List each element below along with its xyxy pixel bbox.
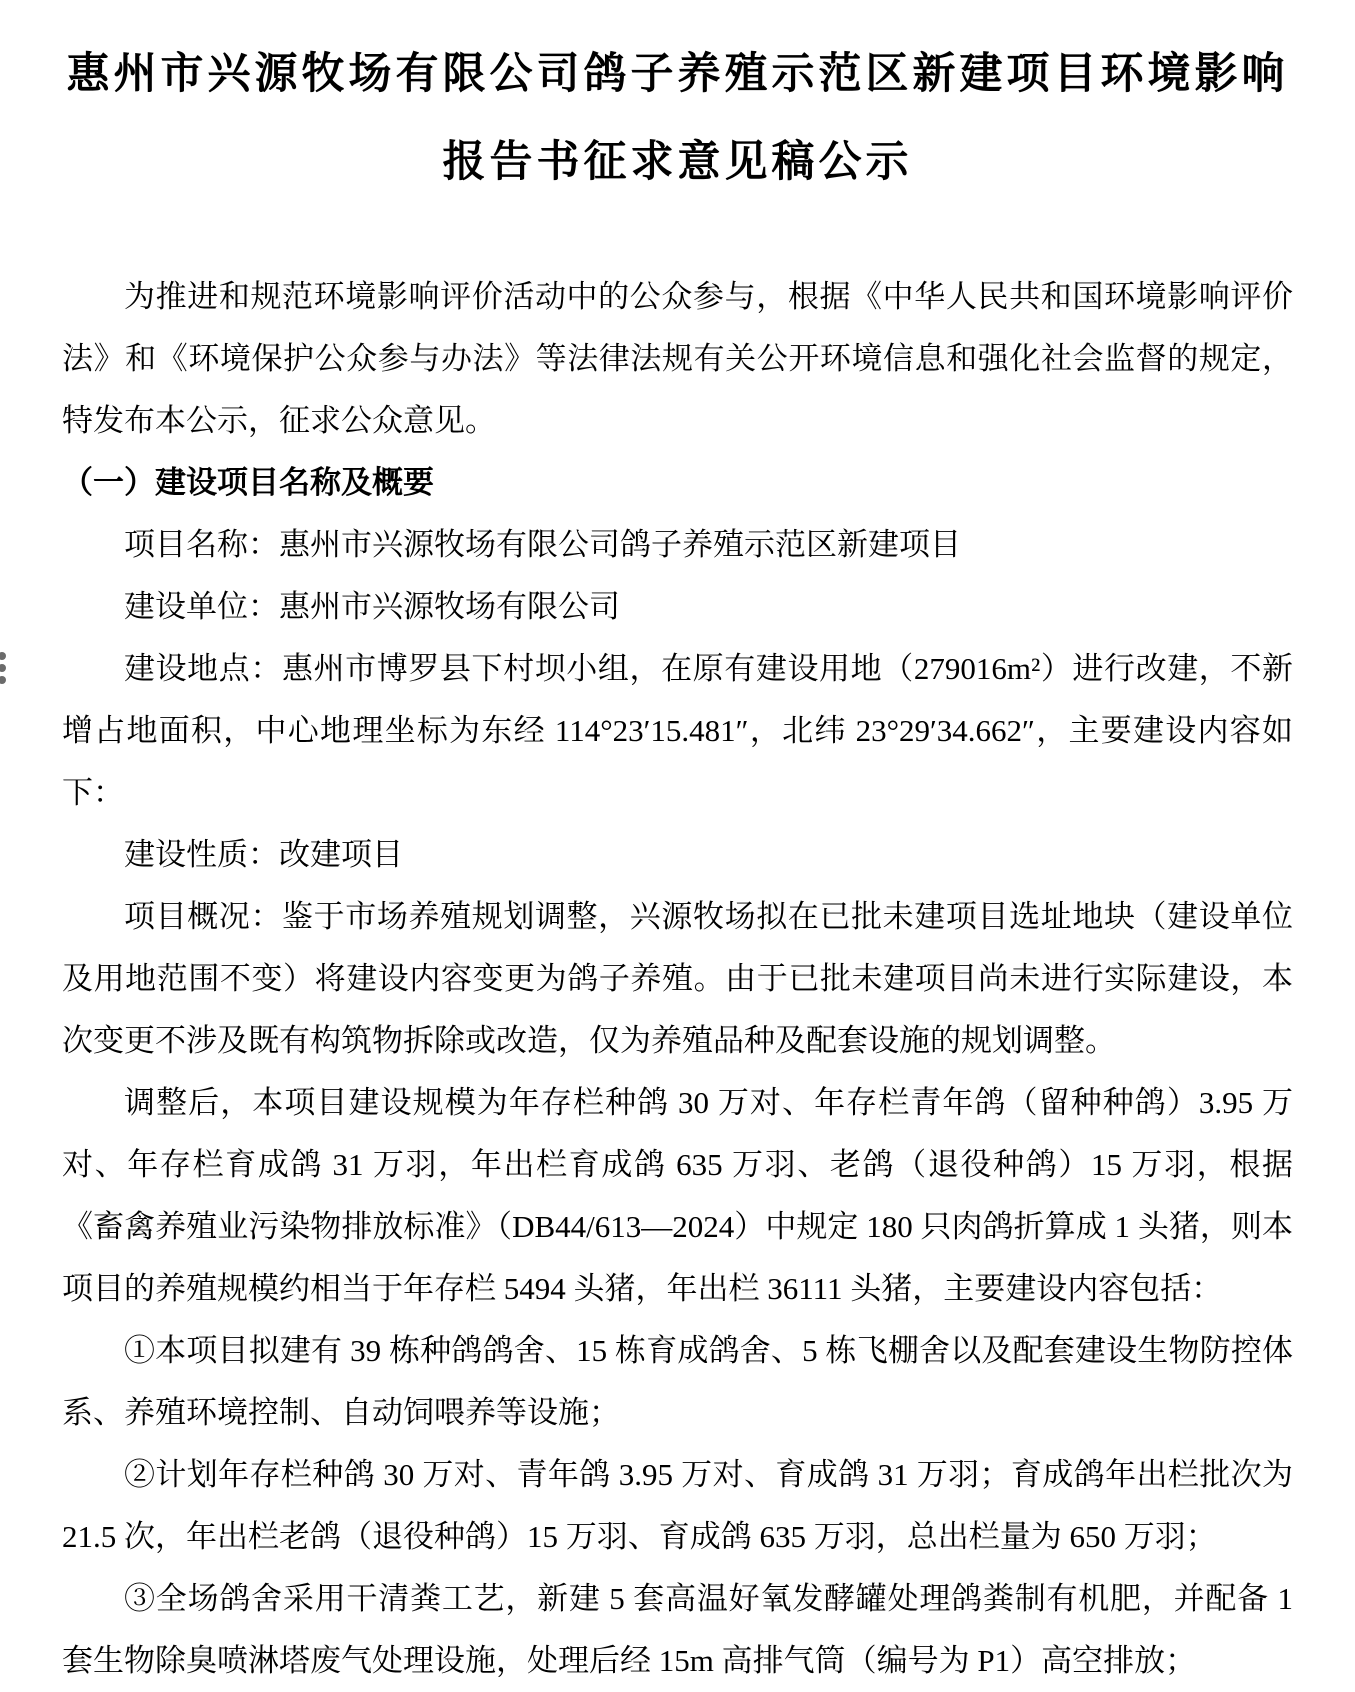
adjusted-scale-paragraph: 调整后，本项目建设规模为年存栏种鸽 30 万对、年存栏青年鸽（留种种鸽）3.95 万对、年存栏育成鸽 31 万羽，年出栏育成鸽 635 万羽、老鸽（退役种鸽）15 万羽，根据《畜禽养殖业污染物排放标准》（DB44/613—2024）中规定 180 只肉鸽折算成 1 头猪，则本项目的养殖规模约相当于年存栏 5494 头猪，年出栏 36111 头猪，主要建设内容包括： — [62, 1085, 1293, 1306]
dot-icon — [0, 676, 6, 684]
construction-nature-paragraph: 建设性质：改建项目 — [124, 837, 403, 872]
construction-site-paragraph: 建设地点：惠州市博罗县下村坝小组，在原有建设用地（279016m²）进行改建，不新增占地面积，中心地理坐标为东经 114°23′15.481″，北纬 23°29′34.662″，主要建设内容如下： — [62, 651, 1293, 810]
title-line-1: 惠州市兴源牧场有限公司鸽子养殖示范区新建项目环境影响 — [66, 50, 1289, 98]
dot-icon — [0, 652, 6, 660]
construction-item-2-paragraph: ②计划年存栏种鸽 30 万对、青年鸽 3.95 万对、育成鸽 31 万羽；育成鸽年出栏批次为 21.5 次，年出栏老鸽（退役种鸽）15 万羽、育成鸽 635 万羽，总出栏量为 650 万羽； — [62, 1457, 1293, 1554]
vertical-dots-indicator[interactable] — [0, 652, 8, 684]
construction-item-1-paragraph: ①本项目拟建有 39 栋种鸽鸽舍、15 栋育成鸽舍、5 栋飞棚舍以及配套建设生物防控体系、养殖环境控制、自动饲喂养等设施； — [62, 1333, 1293, 1430]
construction-item-3-paragraph: ③全场鸽舍采用干清粪工艺，新建 5 套高温好氧发酵罐处理鸽粪制有机肥，并配备 1 套生物除臭喷淋塔废气处理设施，处理后经 15m 高排气筒（编号为 P1）高空排放； — [62, 1581, 1293, 1678]
document-title — [62, 30, 1293, 206]
construction-unit-paragraph: 建设单位：惠州市兴源牧场有限公司 — [124, 589, 620, 624]
dot-icon — [0, 664, 6, 672]
project-overview-paragraph: 项目概况：鉴于市场养殖规划调整，兴源牧场拟在已批未建项目选址地块（建设单位及用地范围不变）将建设内容变更为鸽子养殖。由于已批未建项目尚未进行实际建设，本次变更不涉及既有构筑物拆除或改造，仅为养殖品种及配套设施的规划调整。 — [62, 899, 1293, 1058]
project-name-paragraph: 项目名称：惠州市兴源牧场有限公司鸽子养殖示范区新建项目 — [124, 527, 961, 562]
section-1-heading: （一）建设项目名称及概要 — [62, 465, 434, 500]
intro-paragraph: 为推进和规范环境影响评价活动中的公众参与，根据《中华人民共和国环境影响评价法》和《环境保护公众参与办法》等法律法规有关公开环境信息和强化社会监督的规定，特发布本公示，征求公众意见。 — [62, 279, 1293, 438]
title-line-2: 报告书征求意见稿公示 — [442, 138, 913, 186]
document-body — [62, 266, 1293, 1692]
